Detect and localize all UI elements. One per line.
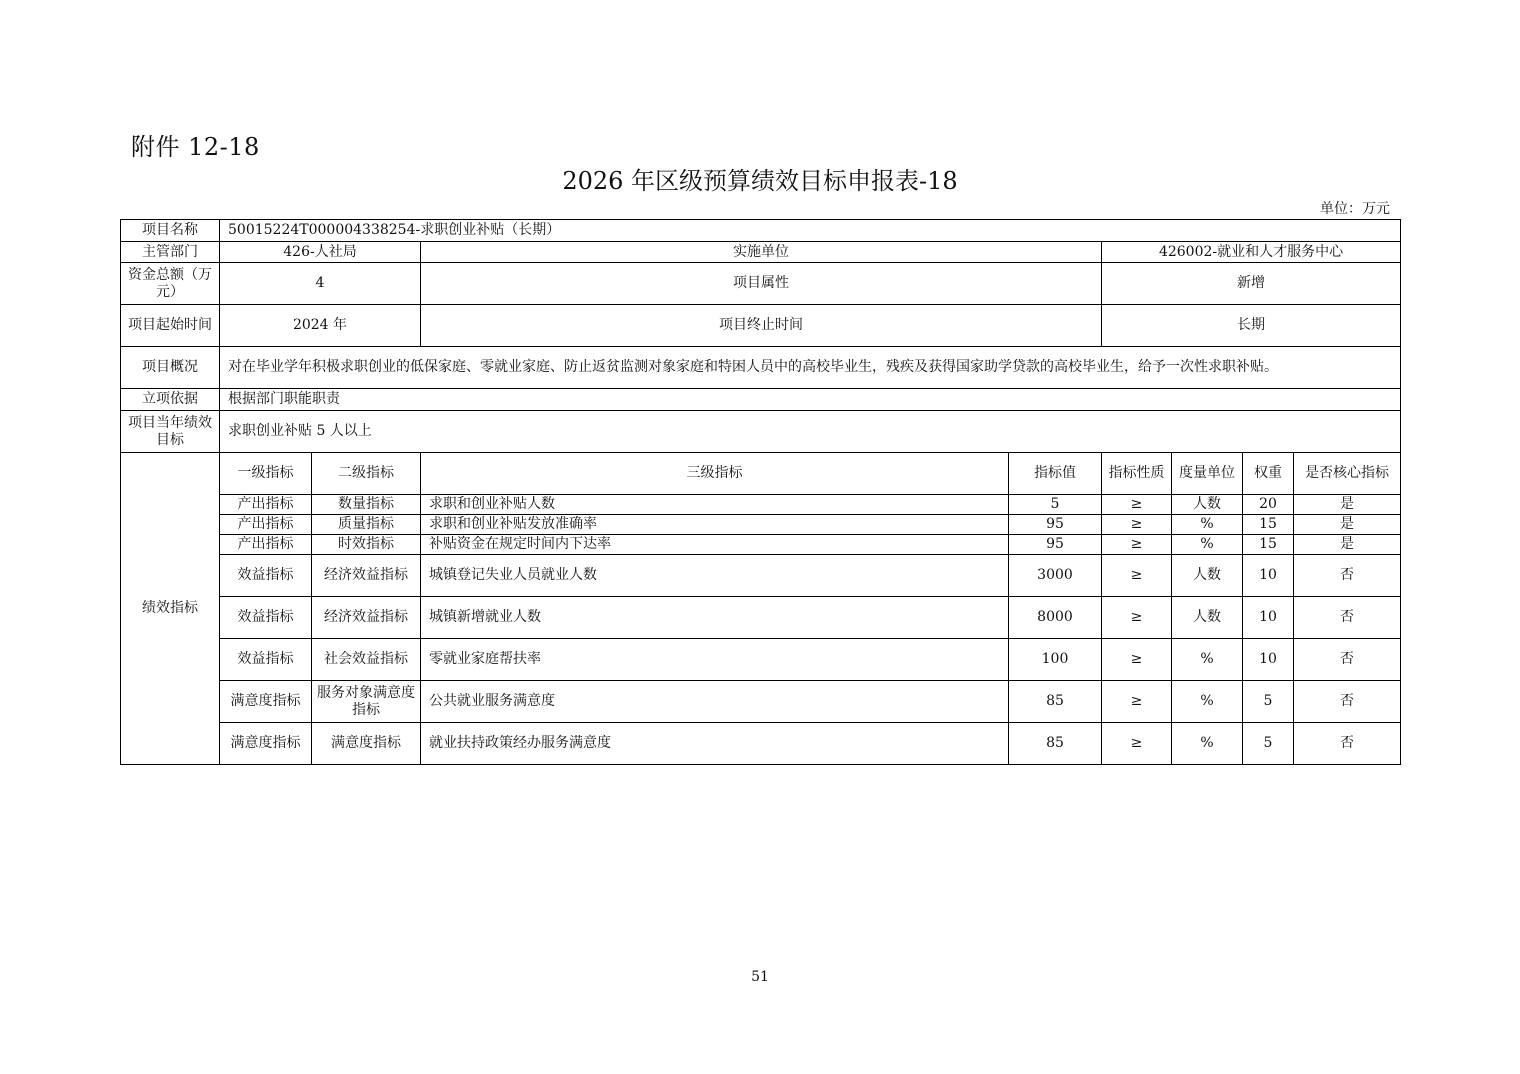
value-cell: 95 <box>1009 535 1102 555</box>
project-name-value: 50015224T000004338254-求职创业补贴（长期） <box>220 220 1401 242</box>
row-project-time <box>121 305 1401 347</box>
table-row <box>121 723 1401 765</box>
nature-cell: ≥ <box>1102 535 1172 555</box>
end-time-value: 长期 <box>1102 305 1401 347</box>
level3-cell: 公共就业服务满意度 <box>421 681 1009 723</box>
nature-cell: ≥ <box>1102 555 1172 597</box>
weight-cell: 15 <box>1243 515 1294 535</box>
value-cell: 85 <box>1009 723 1102 765</box>
core-cell: 否 <box>1294 597 1401 639</box>
level1-cell: 效益指标 <box>220 597 312 639</box>
header-level2: 二级指标 <box>312 453 421 495</box>
unit-cell: 人数 <box>1172 495 1243 515</box>
row-department <box>121 242 1401 263</box>
core-cell: 否 <box>1294 681 1401 723</box>
goal-label: 项目当年绩效目标 <box>121 411 220 453</box>
header-nature: 指标性质 <box>1102 453 1172 495</box>
level3-cell: 就业扶持政策经办服务满意度 <box>421 723 1009 765</box>
core-cell: 是 <box>1294 515 1401 535</box>
level3-cell: 求职和创业补贴发放准确率 <box>421 515 1009 535</box>
value-cell: 100 <box>1009 639 1102 681</box>
row-project-name <box>121 220 1401 242</box>
document-title: 2026 年区级预算绩效目标申报表-18 <box>562 167 958 195</box>
core-cell: 否 <box>1294 723 1401 765</box>
level2-cell: 质量指标 <box>312 515 421 535</box>
department-value: 426-人社局 <box>220 242 421 263</box>
table-row <box>121 515 1401 535</box>
value-cell: 5 <box>1009 495 1102 515</box>
level2-cell: 数量指标 <box>312 495 421 515</box>
level3-cell: 求职和创业补贴人数 <box>421 495 1009 515</box>
end-time-label: 项目终止时间 <box>421 305 1102 347</box>
unit-cell: % <box>1172 535 1243 555</box>
start-time-value: 2024 年 <box>220 305 421 347</box>
row-basis <box>121 389 1401 411</box>
overview-label: 项目概况 <box>121 347 220 389</box>
unit-cell: % <box>1172 639 1243 681</box>
unit-cell: 人数 <box>1172 555 1243 597</box>
header-weight: 权重 <box>1243 453 1294 495</box>
value-cell: 3000 <box>1009 555 1102 597</box>
header-level1: 一级指标 <box>220 453 312 495</box>
table-row <box>121 639 1401 681</box>
basis-label: 立项依据 <box>121 389 220 411</box>
nature-cell: ≥ <box>1102 639 1172 681</box>
value-cell: 85 <box>1009 681 1102 723</box>
header-value: 指标值 <box>1009 453 1102 495</box>
table-row <box>121 495 1401 515</box>
level2-cell: 满意度指标 <box>312 723 421 765</box>
level2-cell: 经济效益指标 <box>312 555 421 597</box>
table-row <box>121 681 1401 723</box>
unit-cell: % <box>1172 681 1243 723</box>
header-unit: 度量单位 <box>1172 453 1243 495</box>
implementer-value: 426002-就业和人才服务中心 <box>1102 242 1401 263</box>
header-core: 是否核心指标 <box>1294 453 1401 495</box>
row-fund-total <box>121 263 1401 305</box>
level3-cell: 补贴资金在规定时间内下达率 <box>421 535 1009 555</box>
weight-cell: 5 <box>1243 681 1294 723</box>
table-row <box>121 555 1401 597</box>
project-name-label: 项目名称 <box>121 220 220 242</box>
level1-cell: 满意度指标 <box>220 723 312 765</box>
value-cell: 95 <box>1009 515 1102 535</box>
fund-total-label: 资金总额（万元） <box>121 263 220 305</box>
header-level3: 三级指标 <box>421 453 1009 495</box>
unit-cell: % <box>1172 515 1243 535</box>
core-cell: 是 <box>1294 535 1401 555</box>
indicator-header-row <box>121 453 1401 495</box>
value-cell: 8000 <box>1009 597 1102 639</box>
level3-cell: 城镇新增就业人数 <box>421 597 1009 639</box>
unit-label: 单位：万元 <box>1320 201 1390 217</box>
nature-cell: ≥ <box>1102 597 1172 639</box>
level1-cell: 满意度指标 <box>220 681 312 723</box>
row-overview <box>121 347 1401 389</box>
performance-target-table <box>120 219 1401 765</box>
core-cell: 否 <box>1294 555 1401 597</box>
level1-cell: 产出指标 <box>220 535 312 555</box>
level2-cell: 经济效益指标 <box>312 597 421 639</box>
attribute-value: 新增 <box>1102 263 1401 305</box>
level1-cell: 效益指标 <box>220 555 312 597</box>
level1-cell: 效益指标 <box>220 639 312 681</box>
attribute-label: 项目属性 <box>421 263 1102 305</box>
weight-cell: 5 <box>1243 723 1294 765</box>
overview-value: 对在毕业学年积极求职创业的低保家庭、零就业家庭、防止返贫监测对象家庭和特困人员中的高校毕业生，残疾及获得国家助学贷款的高校毕业生，给予一次性求职补贴。 <box>220 347 1401 389</box>
table-row <box>121 597 1401 639</box>
weight-cell: 15 <box>1243 535 1294 555</box>
fund-total-value: 4 <box>220 263 421 305</box>
basis-value: 根据部门职能职责 <box>220 389 1401 411</box>
attachment-label: 附件 12-18 <box>131 133 260 161</box>
nature-cell: ≥ <box>1102 681 1172 723</box>
start-time-label: 项目起始时间 <box>121 305 220 347</box>
unit-cell: 人数 <box>1172 597 1243 639</box>
row-goal <box>121 411 1401 453</box>
level2-cell: 服务对象满意度指标 <box>312 681 421 723</box>
table-row <box>121 535 1401 555</box>
level3-cell: 零就业家庭帮扶率 <box>421 639 1009 681</box>
weight-cell: 10 <box>1243 639 1294 681</box>
weight-cell: 10 <box>1243 597 1294 639</box>
core-cell: 是 <box>1294 495 1401 515</box>
page-number: 51 <box>751 969 769 985</box>
goal-value: 求职创业补贴 5 人以上 <box>220 411 1401 453</box>
nature-cell: ≥ <box>1102 723 1172 765</box>
nature-cell: ≥ <box>1102 515 1172 535</box>
level2-cell: 社会效益指标 <box>312 639 421 681</box>
weight-cell: 10 <box>1243 555 1294 597</box>
level1-cell: 产出指标 <box>220 515 312 535</box>
nature-cell: ≥ <box>1102 495 1172 515</box>
level2-cell: 时效指标 <box>312 535 421 555</box>
indicators-section-label: 绩效指标 <box>121 453 220 765</box>
department-label: 主管部门 <box>121 242 220 263</box>
unit-cell: % <box>1172 723 1243 765</box>
weight-cell: 20 <box>1243 495 1294 515</box>
level1-cell: 产出指标 <box>220 495 312 515</box>
implementer-label: 实施单位 <box>421 242 1102 263</box>
level3-cell: 城镇登记失业人员就业人数 <box>421 555 1009 597</box>
core-cell: 否 <box>1294 639 1401 681</box>
